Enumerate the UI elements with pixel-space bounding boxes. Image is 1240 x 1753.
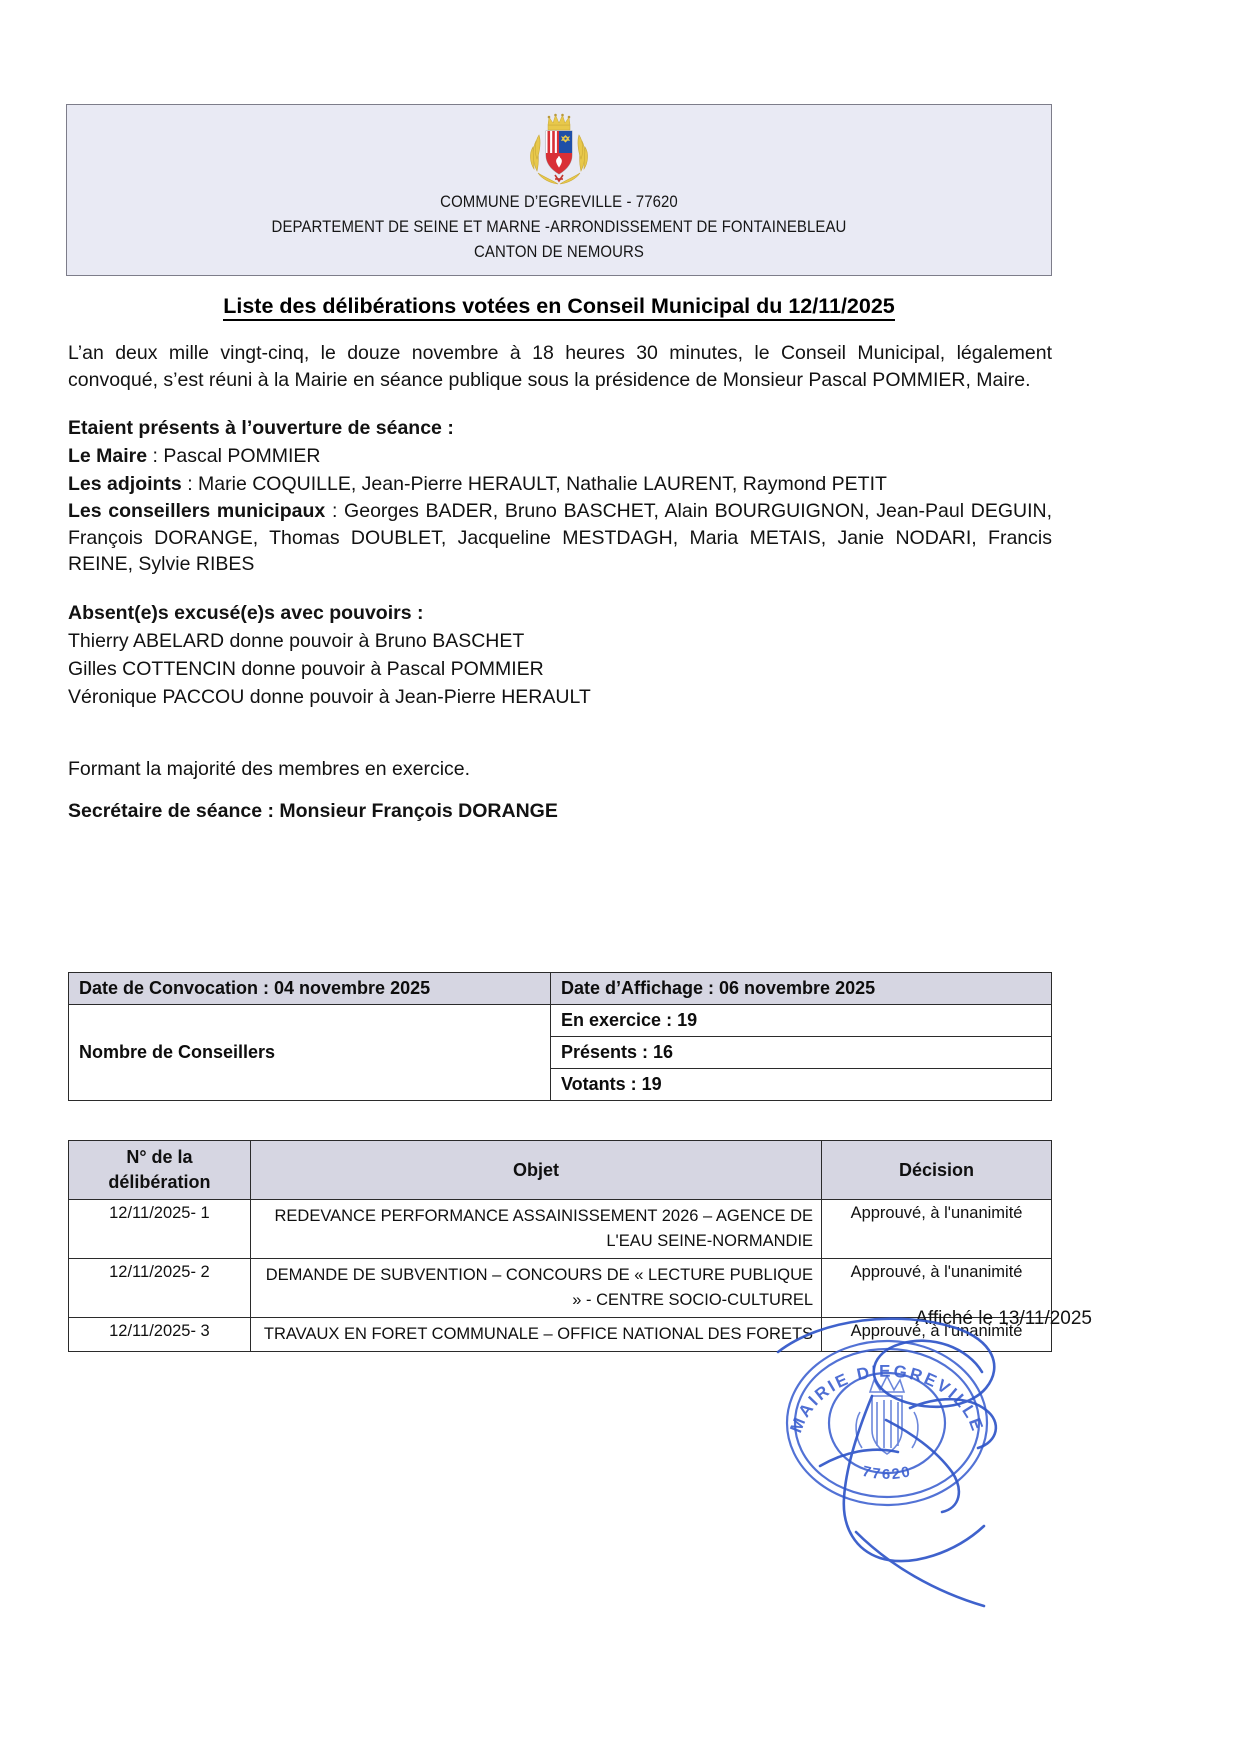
nombre-conseillers-cell: Nombre de Conseillers [69, 1005, 551, 1101]
absent-line-2: Gilles COTTENCIN donne pouvoir à Pascal POMMIER [68, 657, 544, 680]
delib-decision: Approuvé, à l'unanimité [822, 1200, 1052, 1259]
absent-line-3: Véronique PACCOU donne pouvoir à Jean-Pierre HERAULT [68, 685, 591, 708]
col-header-numero-line2: délibération [108, 1172, 211, 1192]
document-body [68, 340, 1052, 825]
page-title [66, 294, 1052, 319]
col-header-numero-line1: N° de la [126, 1147, 193, 1167]
table-header-row [69, 1141, 1052, 1200]
conseillers-value: : Georges BADER, Bruno BASCHET, Alain BOURGUIGNON, Jean-Paul DEGUIN, François DORANGE, Thomas DOUBLET, Jacqueline MESTDAGH, Maria METAIS, Janie NODARI, Francis REINE, Sylvie RIBES [68, 500, 1052, 575]
delib-num: 12/11/2025- 1 [69, 1200, 251, 1259]
intro-paragraph: L’an deux mille vingt-cinq, le douze novembre à 18 heures 30 minutes, le Conseil Municipal, légalement convoqué, s’est réuni à la Mairie en séance publique sous la présidence de Monsieur Pascal POMMIER, Maire. [68, 342, 1052, 391]
affiche-date: Affiché le 13/11/2025 [915, 1308, 1092, 1329]
absents-heading: Absent(e)s excusé(e)s avec pouvoirs : [68, 601, 424, 624]
delib-objet: TRAVAUX EN FORET COMMUNALE – OFFICE NATIONAL DES FORETS [250, 1318, 821, 1352]
conseillers-line [68, 498, 1052, 578]
affichage-cell: Date d’Affichage : 06 novembre 2025 [551, 973, 1052, 1005]
majority-note: Formant la majorité des membres en exercice. [68, 757, 471, 780]
secretary-line: Secrétaire de séance : Monsieur François DORANGE [68, 799, 558, 822]
adjoints-line [68, 470, 1052, 498]
stamp-top-text: MAIRIE D'EGREVILLE [786, 1361, 988, 1436]
conseillers-label: Les conseillers municipaux [68, 500, 326, 522]
en-exercice-cell: En exercice : 19 [551, 1005, 1052, 1037]
document-header-block [66, 104, 1052, 276]
adjoints-label: Les adjoints [68, 473, 182, 495]
coat-of-arms-icon [528, 111, 590, 187]
page-title-text: Liste des délibérations votées en Conseil Municipal du 12/11/2025 [223, 294, 895, 321]
delib-num: 12/11/2025- 3 [69, 1318, 251, 1352]
maire-line [68, 442, 1052, 470]
table-row [69, 1200, 1052, 1259]
maire-value: : Pascal POMMIER [147, 445, 321, 467]
delib-objet: REDEVANCE PERFORMANCE ASSAINISSEMENT 2026 – AGENCE DE L'EAU SEINE-NORMANDIE [250, 1200, 821, 1259]
col-header-decision: Décision [822, 1141, 1052, 1200]
official-stamp [782, 1318, 992, 1528]
adjoints-value: : Marie COQUILLE, Jean-Pierre HERAULT, Nathalie LAURENT, Raymond PETIT [181, 473, 887, 495]
presents-count-cell: Présents : 16 [551, 1037, 1052, 1069]
council-info-table [68, 972, 1052, 1101]
maire-label: Le Maire [68, 445, 148, 467]
presents-heading: Etaient présents à l’ouverture de séance : [68, 417, 454, 439]
header-canton-line: CANTON DE NEMOURS [474, 242, 644, 261]
stamp-crest-icon [856, 1376, 918, 1454]
delib-objet: DEMANDE DE SUBVENTION – CONCOURS DE « LECTURE PUBLIQUE » - CENTRE SOCIO-CULTUREL [250, 1259, 821, 1318]
votants-count-cell: Votants : 19 [551, 1069, 1052, 1101]
delib-num: 12/11/2025- 2 [69, 1259, 251, 1318]
absent-line-1: Thierry ABELARD donne pouvoir à Bruno BASCHET [68, 629, 525, 652]
stamp-bottom-text: 77620 [860, 1462, 914, 1484]
delib-decision: Approuvé, à l'unanimité [822, 1259, 1052, 1318]
header-commune-line: COMMUNE D’EGREVILLE - 77620 [440, 192, 678, 211]
delib-decision: Approuvé, à l'unanimité [822, 1318, 1052, 1352]
header-department-line: DEPARTEMENT DE SEINE ET MARNE -ARRONDISSEMENT DE FONTAINEBLEAU [271, 217, 847, 236]
convocation-cell: Date de Convocation : 04 novembre 2025 [69, 973, 551, 1005]
col-header-objet: Objet [250, 1141, 821, 1200]
table-row [69, 1005, 1052, 1037]
col-header-numero [69, 1141, 251, 1200]
table-row [69, 973, 1052, 1005]
